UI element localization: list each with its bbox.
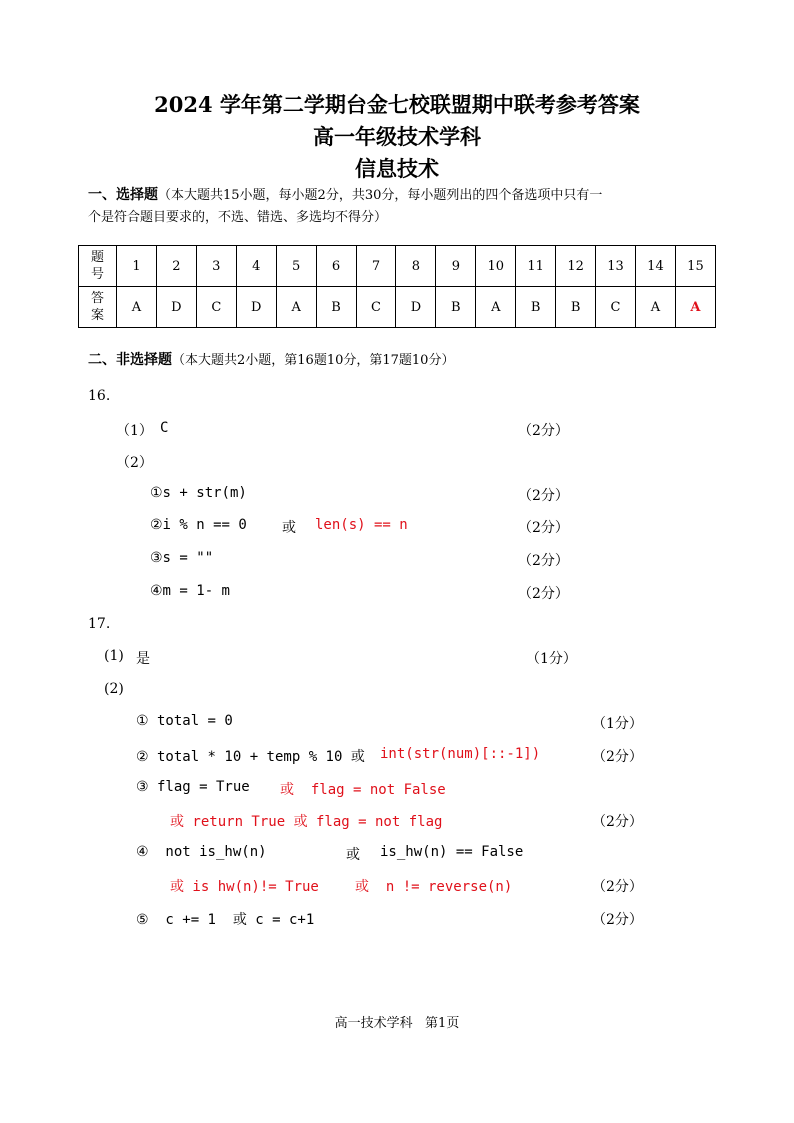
row-label-answer — [79, 287, 117, 328]
q17-part1-answer: 是 — [136, 651, 150, 667]
q17-answer3-alt2: 或 return True 或 flag = not flag — [170, 814, 443, 830]
q16-answer2-alt: len(s) == n — [315, 517, 408, 533]
q-num: 9 — [436, 246, 476, 287]
section2-note: （本大题共2小题，第16题10分，第17题10分） — [172, 353, 455, 368]
q17-answer2-alt: int(str(num)[::-1]) — [380, 746, 541, 762]
q17-part1-label: (1) — [104, 648, 124, 664]
answer-row — [79, 287, 716, 328]
q17-answer4-b: is_hw(n) == False — [380, 844, 524, 860]
q17-answer3: ③ flag = True — [136, 779, 250, 795]
answer-cell: D — [396, 287, 436, 328]
page-title: 2024 学年第二学期台金七校联盟期中联考参考答案 — [154, 92, 640, 117]
q17-answer1: ① total = 0 — [136, 713, 233, 729]
q17-answer5: ⑤ c += 1 或 c = c+1 — [136, 912, 315, 928]
q16-part1-answer: C — [160, 420, 169, 436]
answer-table — [78, 245, 716, 328]
q17-answer5-score: （2分） — [592, 912, 643, 928]
section2-intro — [88, 349, 454, 369]
answer-cell: B — [556, 287, 596, 328]
q17-number: 17. — [88, 616, 111, 632]
q17-answer3-score: （2分） — [592, 814, 643, 830]
q16-part1-score: （2分） — [518, 423, 569, 439]
answer-cell: B — [316, 287, 356, 328]
q17-answer3-alt: 或 flag = not False — [280, 782, 446, 798]
q16-answer2: ②i % n == 0 — [150, 517, 247, 533]
question-row — [79, 246, 716, 287]
q-num: 1 — [117, 246, 157, 287]
q16-answer4-score: （2分） — [518, 586, 569, 602]
row-label-answer-text: 答案 — [90, 291, 104, 323]
answer-cell: C — [196, 287, 236, 328]
q-num: 11 — [516, 246, 556, 287]
q-num: 15 — [675, 246, 715, 287]
answer-cell-highlighted: A — [675, 287, 715, 328]
answer-cell: D — [236, 287, 276, 328]
answer-cell: B — [436, 287, 476, 328]
q-num: 7 — [356, 246, 396, 287]
q17-answer4-or: 或 — [346, 847, 360, 863]
q-num: 3 — [196, 246, 236, 287]
subject-title: 信息技术 — [355, 156, 439, 181]
q-num: 6 — [316, 246, 356, 287]
answer-cell: A — [476, 287, 516, 328]
q-num: 10 — [476, 246, 516, 287]
q-num: 13 — [596, 246, 636, 287]
q17-answer4: ④ not is_hw(n) — [136, 844, 267, 860]
q17-answer4-alt-b: 或 n != reverse(n) — [355, 879, 513, 895]
row-label-question — [79, 246, 117, 287]
q16-number: 16. — [88, 388, 111, 404]
answer-cell: C — [596, 287, 636, 328]
q17-part2-label: (2) — [104, 681, 124, 697]
q-num: 8 — [396, 246, 436, 287]
q-num: 2 — [156, 246, 196, 287]
section1-intro — [88, 184, 602, 204]
q17-answer4-score: （2分） — [592, 879, 643, 895]
q16-part2-label: （2） — [116, 455, 153, 471]
q17-answer4-alt: 或 is hw(n)!= True — [170, 879, 319, 895]
q16-answer2-or: 或 — [282, 520, 296, 536]
row-label-question-text: 题号 — [90, 250, 104, 282]
q16-answer2-score: （2分） — [518, 520, 569, 536]
answer-cell: A — [635, 287, 675, 328]
q17-part1-score: （1分） — [526, 651, 577, 667]
answer-cell: D — [156, 287, 196, 328]
q16-answer4: ④m = 1- m — [150, 583, 230, 599]
q-num: 14 — [635, 246, 675, 287]
section1-note-line1: （本大题共15小题，每小题2分，共30分，每小题列出的四个备选项中只有一 — [158, 188, 603, 203]
q-num: 12 — [556, 246, 596, 287]
q16-answer3: ③s = "" — [150, 550, 214, 566]
answer-cell: A — [276, 287, 316, 328]
q17-answer1-score: （1分） — [592, 716, 643, 732]
page-subtitle: 高一年级技术学科 — [313, 124, 481, 149]
q16-part1-label: （1） — [116, 423, 153, 439]
section1-note-line2: 个是符合题目要求的，不选、错选、多选均不得分） — [88, 210, 388, 225]
section1-heading: 一、选择题 — [88, 187, 158, 203]
q17-answer2: ② total * 10 + temp % 10 或 — [136, 749, 365, 765]
section1-note-line2-wrap — [88, 206, 387, 225]
answer-cell: B — [516, 287, 556, 328]
q-num: 4 — [236, 246, 276, 287]
answer-cell: A — [117, 287, 157, 328]
q17-answer2-score: （2分） — [592, 749, 643, 765]
page-footer: 高一技术学科 第1页 — [334, 1016, 460, 1031]
answer-cell: C — [356, 287, 396, 328]
q-num: 5 — [276, 246, 316, 287]
q16-answer1: ①s + str(m) — [150, 485, 247, 501]
section2-heading: 二、非选择题 — [88, 352, 172, 368]
q16-answer1-score: （2分） — [518, 488, 569, 504]
q16-answer3-score: （2分） — [518, 553, 569, 569]
